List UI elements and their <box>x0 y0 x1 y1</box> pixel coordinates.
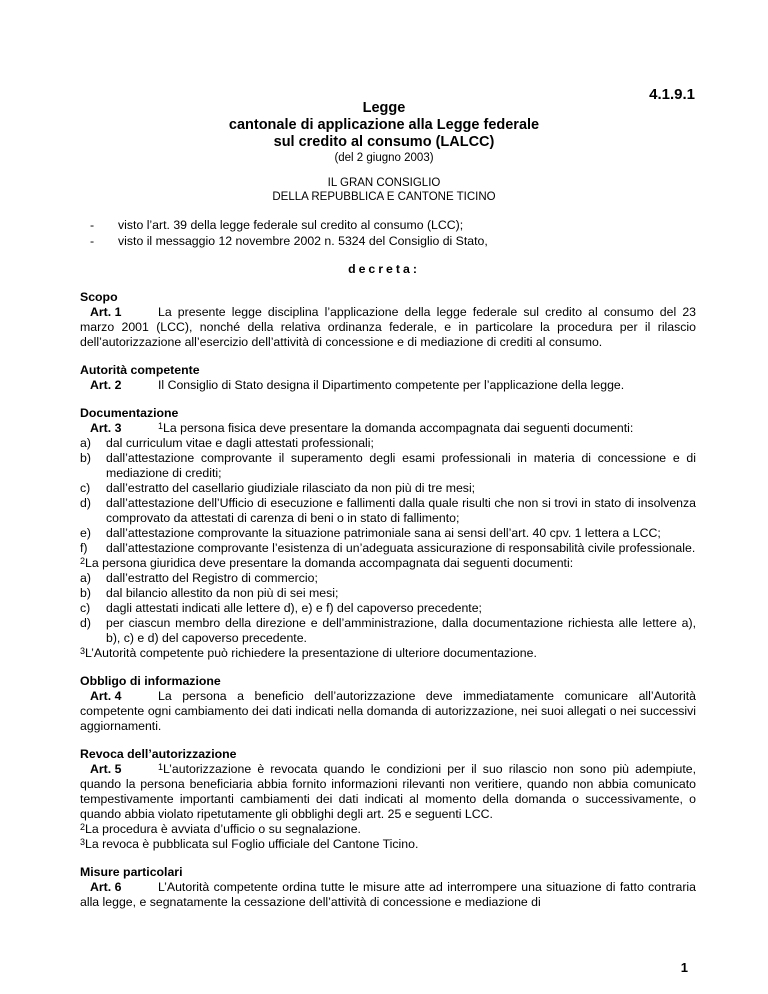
section-misure <box>80 865 696 910</box>
list-item: c) dagli attestati indicati alle lettere d), e) e f) del capoverso precedente; <box>80 601 482 615</box>
article-body: La presente legge disciplina l’applicazione della legge federale sul credito al consumo del 23 marzo 2001 (LCC), nonché della relativa ordinanza federale, e in particolare la procedura per il rilascio dell’autorizzazione all’esercizio dell’attività di concessione e di mediazione di crediti al consumo. <box>80 305 696 349</box>
paragraph: $^2$La persona giuridica deve presentare la domanda accompagnata dai seguenti documenti: <box>80 556 574 570</box>
section-autorita <box>80 363 696 393</box>
article-body: Il Consiglio di Stato designa il Dipartimento competente per l’applicazione della legge. <box>158 378 625 392</box>
decreta-heading: decreta: <box>348 262 420 276</box>
title-line: cantonale di applicazione alla Legge federale <box>228 117 540 133</box>
law-title <box>0 100 768 165</box>
article-number: Art. 2 <box>90 378 122 392</box>
page-number: 1 <box>680 960 688 975</box>
list-item: a) dall’estratto del Registro di commercio; <box>80 571 318 585</box>
article-text <box>80 880 696 910</box>
council-line: DELLA REPUBBLICA E CANTONE TICINO <box>272 191 496 203</box>
article-body: La persona fisica deve presentare la domanda accompagnata dai seguenti documenti: <box>163 421 634 435</box>
paragraph-number: 2 <box>80 556 86 566</box>
article-body: La persona a beneficio dell’autorizzazione deve immediatamente comunicare all’Autorità competente ogni cambiamento dei dati indicati nella domanda di autorizzazione, nei suoi allegati o nei successivi aggiornamenti. <box>80 689 696 733</box>
list-item: f) dall’attestazione comprovante l’esistenza di un’adeguata assicurazione di responsabilità civile professionale. <box>80 541 696 555</box>
list-item: b) dal bilancio allestito da non più di sei mesi; <box>80 586 339 600</box>
article-text <box>80 305 696 350</box>
section-obbligo <box>80 674 696 734</box>
list-item: e) dall’attestazione comprovante la situazione patrimoniale sana ai sensi dell’art. 40 cpv. 1 lettera a LCC; <box>80 526 661 540</box>
section-title: Obbligo di informazione <box>80 674 221 688</box>
article-text <box>80 689 696 734</box>
title-line: Legge <box>362 100 406 116</box>
article-number: Art. 1 <box>90 305 122 319</box>
article-body: L’Autorità competente ordina tutte le misure atte ad interrompere una situazione di fatto contraria alla legge, e segnatamente la cessazione dell’attività di concessione e mediazione di <box>80 880 696 909</box>
paragraph-number: 2 <box>80 822 86 832</box>
council-line: IL GRAN CONSIGLIO <box>327 177 441 189</box>
title-line: sul credito al consumo (LALCC) <box>273 134 495 150</box>
section-title: Revoca dell’autorizzazione <box>80 747 237 761</box>
list-item: c) dall’estratto del casellario giudiziale rilasciato da non più di tre mesi; <box>80 481 476 495</box>
law-code: 4.1.9.1 <box>649 86 695 103</box>
article-body: L’autorizzazione è revocata quando le condizioni per il suo rilascio non sono più adempiute, quando la persona beneficiaria abbia fornito informazioni rilevanti non veritiere, quando non abbia comunicato tempestivamente importanti cambiamenti dei dati indicati al momento della domanda o successivamente, o quando abbia violato ripetutamente gli obblighi degli art. 25 e seguenti LCC. <box>80 762 696 821</box>
list-item: a) dal curriculum vitae e dagli attestati professionali; <box>80 436 374 450</box>
paragraph: $^3$L’Autorità competente può richiedere la presentazione di ulteriore documentazione. <box>80 646 537 660</box>
article-number: Art. 6 <box>90 880 122 894</box>
paragraph: $^2$La procedura è avviata d’ufficio o su segnalazione. <box>80 822 361 836</box>
article-number: Art. 5 <box>90 762 122 776</box>
paragraph-number: 3 <box>80 837 86 847</box>
list-item: b) dall’attestazione comprovante il superamento degli esami professionali in materia di concessione e di mediazione di crediti; <box>80 451 696 480</box>
article-text <box>80 378 696 393</box>
paragraph-number: 1 <box>158 762 164 772</box>
article-text <box>80 421 696 436</box>
section-revoca <box>80 747 696 852</box>
preamble-item: - visto l’art. 39 della legge federale sul credito al consumo (LCC); <box>88 217 688 233</box>
preamble-item: - visto il messaggio 12 novembre 2002 n. 5324 del Consiglio di Stato, <box>88 233 688 249</box>
section-documentazione <box>80 406 696 661</box>
preamble-list <box>88 217 688 249</box>
section-title: Misure particolari <box>80 865 183 879</box>
article-text <box>80 762 696 822</box>
paragraph: $^3$La revoca è pubblicata sul Foglio ufficiale del Cantone Ticino. <box>80 837 419 851</box>
list-item: d) per ciascun membro della direzione e dell’amministrazione, dalla documentazione richiesta alle lettere a), b), c) e d) del capoverso precedente. <box>80 616 696 645</box>
section-title: Autorità competente <box>80 363 200 377</box>
article-number: Art. 4 <box>90 689 122 703</box>
list-item: d) dall’attestazione dell’Ufficio di esecuzione e fallimenti dalla quale risulti che non si trovi in stato di insolvenza comprovato da attestati di carenza di beni o in stato di fallimento; <box>80 496 696 525</box>
section-title: Documentazione <box>80 406 179 420</box>
paragraph-number: 1 <box>158 421 164 431</box>
council-heading <box>0 176 768 204</box>
section-scopo <box>80 290 696 350</box>
article-number: Art. 3 <box>90 421 122 435</box>
law-body <box>80 290 696 923</box>
section-title: Scopo <box>80 290 118 304</box>
law-date: (del 2 giugno 2003) <box>334 152 434 164</box>
paragraph-number: 3 <box>80 646 86 656</box>
